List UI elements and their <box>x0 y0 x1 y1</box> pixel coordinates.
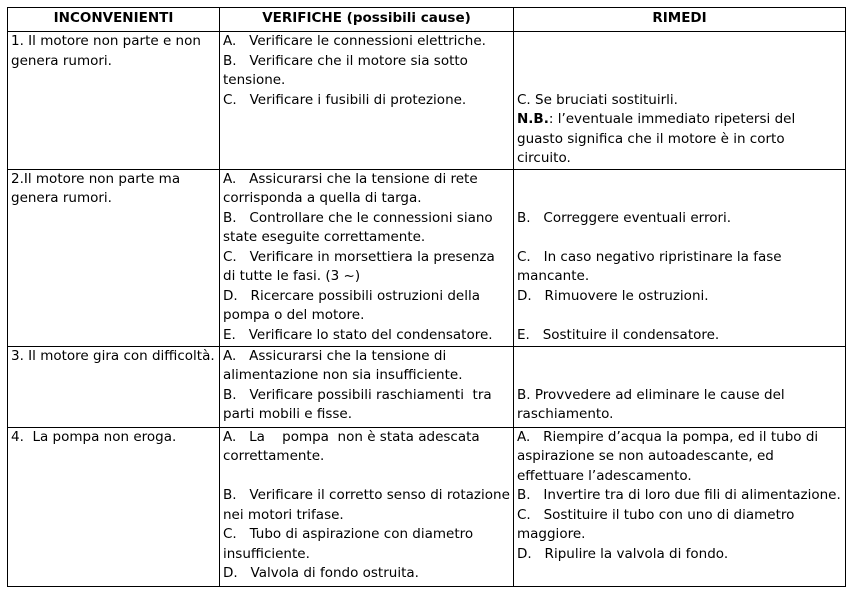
header-rimedi: RIMEDI <box>514 8 846 32</box>
check-item: C. Verificare in morsettiera la presenza di tutte le fasi. (3 ~) <box>223 248 495 284</box>
note-text: : l’eventuale immediato ripetersi del guasto significa che il motore è in corto circuito. <box>517 111 796 166</box>
remedy-item: A. Riempire d’acqua la pompa, ed il tubo di aspirazione se non autoadescante, ed effettuare l’adescamento. <box>517 428 819 484</box>
check-item: A. Verificare le connessioni elettriche. <box>223 33 486 49</box>
remedy-item: B. Invertire tra di loro due fili di alimentazione. <box>517 487 841 503</box>
troubleshooting-table <box>7 7 846 587</box>
remedies-cell <box>514 32 846 170</box>
checks-cell <box>220 346 514 427</box>
remedies-cell <box>514 346 846 427</box>
problem-text: 4. La pompa non eroga. <box>11 428 177 445</box>
remedy-note <box>517 110 842 169</box>
remedies-cell <box>514 169 846 346</box>
problem-cell <box>8 32 220 170</box>
remedy-item: C. In caso negativo ripristinare la fase mancante. <box>517 248 782 284</box>
problem-text: 2.Il motore non parte ma genera rumori. <box>11 170 181 206</box>
note-label: N.B. <box>517 111 549 127</box>
check-item: B. Verificare che il motore sia sotto tensione. <box>223 52 468 88</box>
problem-text: 1. Il motore non parte e non genera rumori. <box>11 33 201 69</box>
remedy-item: B. Provvedere ad eliminare le cause del raschiamento. <box>517 386 785 422</box>
check-item: D. Valvola di fondo ostruita. <box>223 565 419 581</box>
problem-text: 3. Il motore gira con difficoltà. <box>11 347 215 364</box>
check-item: C. Tubo di aspirazione con diametro insufficiente. <box>223 526 474 562</box>
check-item: B. Verificare il corretto senso di rotazione nei motori trifase. <box>223 487 510 523</box>
remedy-item: C. Se bruciati sostituirli. <box>517 91 678 108</box>
checks-cell <box>220 32 514 170</box>
remedy-item: D. Ripulire la valvola di fondo. <box>517 545 729 562</box>
table-row <box>8 32 846 170</box>
table-row <box>8 169 846 346</box>
remedy-item: C. Sostituire il tubo con uno di diametro maggiore. <box>517 506 795 542</box>
check-item: C. Verificare i fusibili di protezione. <box>223 91 467 108</box>
problem-cell <box>8 346 220 427</box>
problem-cell <box>8 427 220 586</box>
check-item: B. Verificare possibili raschiamenti tra parti mobili e fisse. <box>223 386 492 422</box>
check-item: A. Assicurarsi che la tensione di alimentazione non sia insufficiente. <box>223 347 463 383</box>
remedies-cell <box>514 427 846 586</box>
remedy-item: E. Sostituire il condensatore. <box>517 326 720 343</box>
remedy-item: B. Correggere eventuali errori. <box>517 209 732 226</box>
header-verifiche: VERIFICHE (possibili cause) <box>220 8 514 32</box>
checks-cell <box>220 427 514 586</box>
check-item: A. La pompa non è stata adescata correttamente. <box>223 428 480 464</box>
problem-cell <box>8 169 220 346</box>
table-row <box>8 346 846 427</box>
check-item: E. Verificare lo stato del condensatore. <box>223 326 493 343</box>
table-row <box>8 427 846 586</box>
remedy-item: D. Rimuovere le ostruzioni. <box>517 287 709 304</box>
check-item: B. Controllare che le connessioni siano state eseguite correttamente. <box>223 209 493 245</box>
check-item: A. Assicurarsi che la tensione di rete corrisponda a quella di targa. <box>223 170 478 206</box>
check-item: D. Ricercare possibili ostruzioni della pompa o del motore. <box>223 287 481 323</box>
checks-cell <box>220 169 514 346</box>
header-row <box>8 8 846 32</box>
header-inconvenienti: INCONVENIENTI <box>8 8 220 32</box>
